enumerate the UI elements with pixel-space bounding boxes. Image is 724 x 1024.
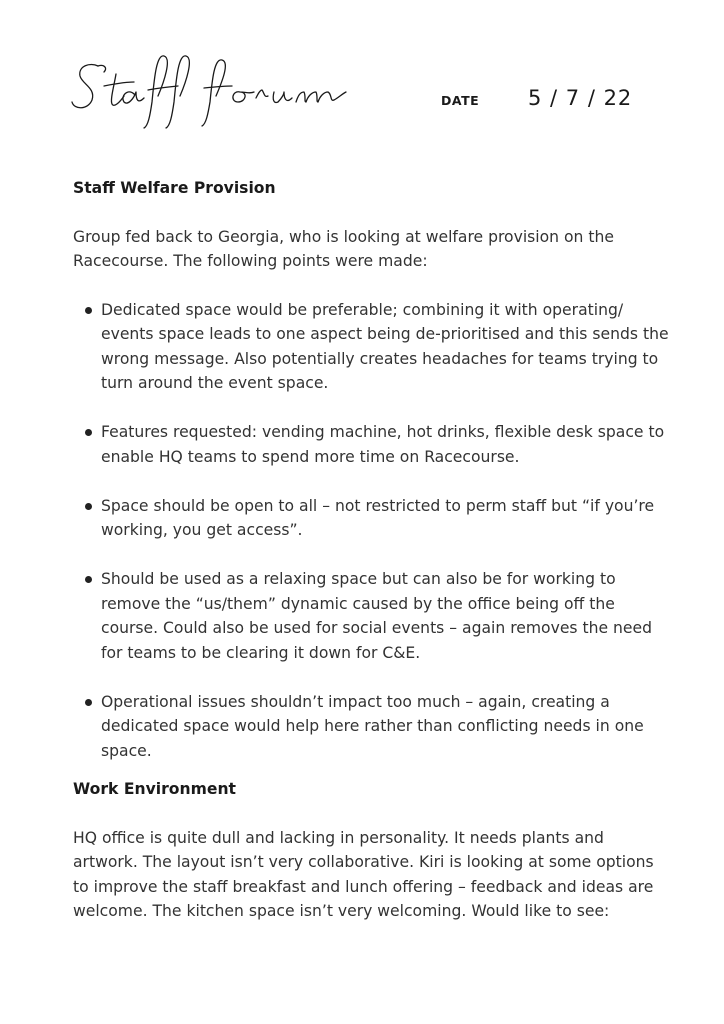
section-heading-welfare: Staff Welfare Provision bbox=[73, 179, 276, 197]
date-value: 5 / 7 / 22 bbox=[528, 86, 633, 110]
list-item-text: Should be used as a relaxing space but can also be for working to remove the “us/them” dynamic caused by the office being off the course. Could also be used for social events – again removes the need for teams to be clearing it down for C&E. bbox=[101, 570, 653, 662]
list-item bbox=[73, 690, 673, 764]
date-label: DATE bbox=[441, 93, 480, 108]
work-environment-body: HQ office is quite dull and lacking in personality. It needs plants and artwork. The layout isn’t very collaborative. Kiri is looking at some options to improve the staff breakfast and lunch offering – feedback and ideas are welcome. The kitchen space isn’t very welcoming. Would like to see: bbox=[73, 828, 654, 920]
list-item bbox=[73, 494, 673, 543]
list-item bbox=[73, 420, 673, 469]
welfare-points-list bbox=[73, 298, 673, 764]
list-item-text: Space should be open to all – not restricted to perm staff but “if you’re working, you get access”. bbox=[101, 496, 655, 539]
list-item-text: Operational issues shouldn’t impact too much – again, creating a dedicated space would help here rather than conflicting needs in one space. bbox=[101, 692, 644, 760]
list-item-text: Dedicated space would be preferable; combining it with operating/ events space leads to one aspect being de-prioritised and this sends the wrong message. Also potentially creates headaches for teams trying to turn around the event space. bbox=[101, 300, 669, 392]
welfare-intro: Group fed back to Georgia, who is looking at welfare provision on the Racecourse. The following points were made: bbox=[73, 227, 614, 270]
page-title-script bbox=[68, 52, 348, 132]
spacer bbox=[73, 274, 673, 298]
list-item bbox=[73, 567, 673, 665]
bullet-icon bbox=[85, 503, 92, 510]
list-item bbox=[73, 298, 673, 396]
spacer bbox=[73, 802, 673, 826]
section-heading-work: Work Environment bbox=[73, 780, 236, 798]
bullet-icon bbox=[85, 576, 92, 583]
bullet-icon bbox=[85, 307, 92, 314]
spacer bbox=[73, 201, 673, 225]
list-item-text: Features requested: vending machine, hot drinks, flexible desk space to enable HQ teams to spend more time on Racecourse. bbox=[101, 423, 665, 466]
handwritten-title-graphic bbox=[68, 52, 348, 132]
bullet-icon bbox=[85, 699, 92, 706]
bullet-icon bbox=[85, 429, 92, 436]
document-body bbox=[73, 176, 673, 924]
